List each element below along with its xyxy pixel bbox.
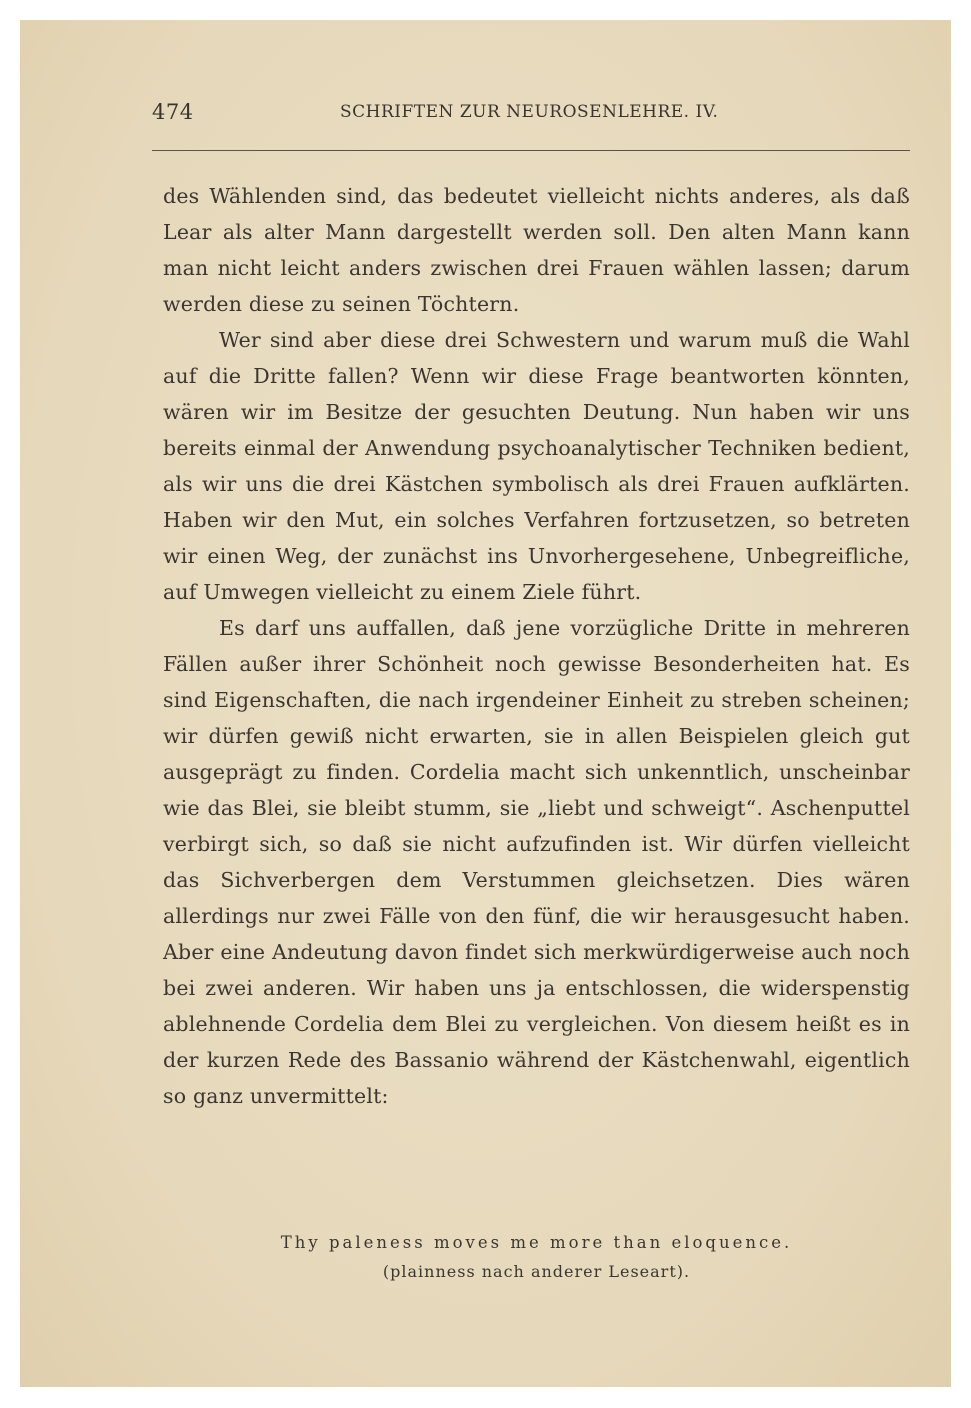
page-number: 474 — [152, 100, 194, 124]
paragraph-1: des Wählenden sind, das bedeutet vielleicht nichts anderes, als daß Lear als alter Mann dargestellt werden soll. Den alten Mann kann man nicht leicht anders zwischen drei Frauen wählen lassen; darum werden diese zu seinen Töchtern. — [163, 184, 910, 316]
body-text — [163, 178, 910, 1114]
paragraph-3: Es darf uns auffallen, daß jene vorzügliche Dritte in mehreren Fällen außer ihrer Schönheit noch gewisse Besonderheiten hat. Es sind Eigenschaften, die nach irgendeiner Einheit zu streben scheinen; wir dürfen gewiß nicht erwarten, sie in allen Beispielen gleich gut ausgeprägt zu finden. Cordelia macht sich unkenntlich, unscheinbar wie das Blei, sie bleibt stumm, sie „liebt und schweigt“. Aschenputtel verbirgt sich, so daß sie nicht aufzufinden ist. Wir dürfen vielleicht das Sichverbergen dem Verstummen gleichsetzen. Dies wären allerdings nur zwei Fälle von den fünf, die wir herausgesucht haben. Aber eine Andeutung davon findet sich merkwürdigerweise auch noch bei zwei anderen. Wir haben uns ja entschlossen, die widerspenstig ablehnende Cordelia dem Blei zu vergleichen. Von diesem heißt es in der kurzen Rede des Bassanio während der Kästchenwahl, eigentlich so ganz unvermittelt: — [163, 616, 910, 1108]
quotation: Thy paleness moves me more than eloquence. — [280, 1233, 793, 1252]
running-title: SCHRIFTEN ZUR NEUROSENLEHRE. IV. — [340, 102, 719, 122]
quotation-note: (plainness nach anderer Leseart). — [382, 1262, 691, 1281]
paragraph-2: Wer sind aber diese drei Schwestern und warum muß die Wahl auf die Dritte fallen? Wenn wir diese Frage beantworten könnten, wären wir im Besitze der gesuchten Deutung. Nun haben wir uns bereits einmal der Anwendung psychoanalytischer Techniken bedient, als wir uns die drei Kästchen symbolisch als drei Frauen aufklärten. Haben wir den Mut, ein solches Verfahren fortzusetzen, so betreten wir einen Weg, der zunächst ins Unvorhergesehene, Unbegreifliche, auf Umwegen vielleicht zu einem Ziele führt. — [163, 328, 910, 604]
header-rule — [152, 150, 910, 151]
page-header — [152, 98, 910, 132]
